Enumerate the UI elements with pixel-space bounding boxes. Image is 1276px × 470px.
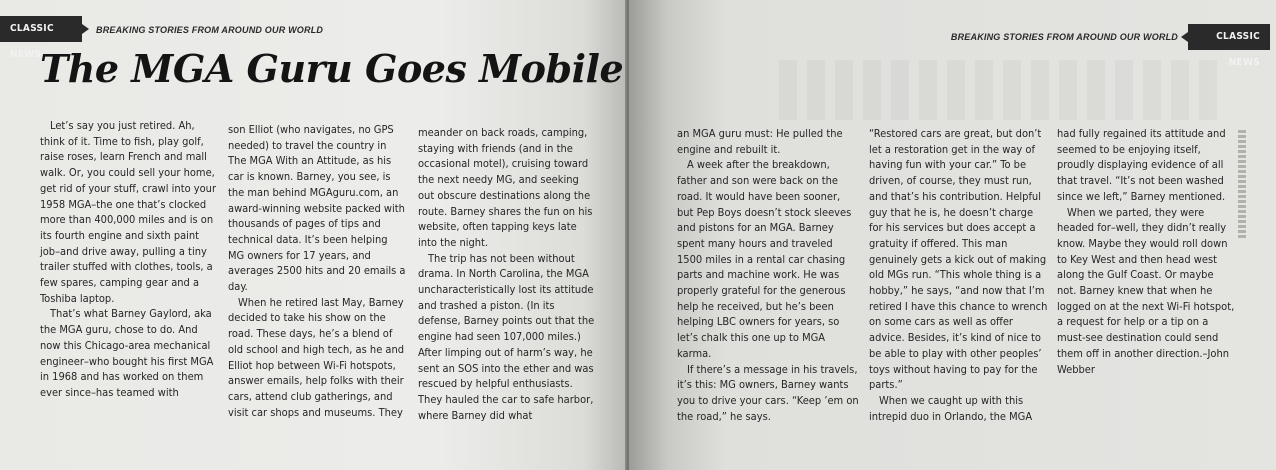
article-paragraph: Let’s say you just retired. Ah, think of it. Time to fish, play golf, raise roses, learn French and mall walk. Or, you could sell your home, get rid of your stuff, crawl into your 1958 MGA–the one that’s clocked more than 400,000 miles and is on its fourth engine and sixth paint job–and drive away, pulling a tiny trailer stuffed with clothes, tools, a few spares, camping gear and a Toshiba laptop. [40,119,217,305]
article-column-4 [677,126,859,424]
photo-credit-mark [1238,130,1246,240]
article-paragraph: When we parted, they were headed for–well, they didn’t really know. Maybe they would roll down to Key West and then head west along the Gulf Coast. Or maybe not. Barney knew that when he logged on at the next Wi-Fi hotspot, a request for help or a tip on a must-see destination could send them off in another direction.–John Webber [1057,205,1235,376]
section-tag: CLASSIC NEWS [1188,24,1270,50]
article-paragraph: When we caught up with this intrepid duo in Orlando, the MGA [869,393,1033,423]
article-column-1 [40,118,218,401]
article-column-6 [1057,126,1235,377]
article-paragraph: son Elliot (who navigates, no GPS needed) to travel the country in The MGA With an Attitude, as his car is known. Barney, you see, is the man behind MGAguru.com, an award-winning website packed with thousands of pages of tips and technical data. It’s been helping MG owners for 17 years, and averages 2500 hits and 20 emails a day. [228,123,406,294]
article-paragraph: A week after the breakdown, father and son were back on the road. It would have been sooner, but Pep Boys doesn’t stock sleeves and pistons for an MGA. Barney spent many hours and traveled 1500 miles in a rental car chasing parts and machine work. He was properly grateful for the generous help he received, but he’s been helping LBC owners for years, so let’s chalk this one up to MGA karma. [677,158,852,360]
article-column-2 [228,122,406,420]
section-kicker: BREAKING STORIES FROM AROUND OUR WORLD [96,25,324,35]
article-paragraph: had fully regained its attitude and seemed to be enjoying itself, proudly displaying evidence of all that travel. “It’s not been washed since we left,” Barney mentioned. [1057,127,1226,203]
article-paragraph: “Restored cars are great, but don’t let a restoration get in the way of having fun with your car.” To be driven, of course, they must run, and that’s his contribution. Helpful guy that he is, he doesn’t charge for his services but does accept a gratuity if offered. This man genuinely gets a kick out of making old MGs run. “This whole thing is a hobby,” he says, “and now that I’m retired I have this chance to wrench on some cars as well as offer advice. Besides, it’s kind of nice to be able to play with other peoples’ toys without having to pay for the parts.” [869,127,1048,392]
article-headline: The MGA Guru Goes Mobile [40,46,624,91]
article-paragraph: That’s what Barney Gaylord, aka the MGA guru, chose to do. And now this Chicago-area mechanical engineer–who bought his first MGA in 1968 and has worked on them ever since–has teamed with [40,307,214,399]
article-paragraph: meander on back roads, camping, staying with friends (and in the occasional motel), cruising toward the next needy MG, and seeking out obscure destinations along the route. Barney shares the fun on his website, often tapping keys late into the night. [418,126,593,249]
article-column-3 [418,125,596,423]
article-paragraph: When he retired last May, Barney decided to take his show on the road. These days, he’s a blend of old school and high tech, as he and Elliot hop between Wi-Fi hotspots, answer emails, help folks with their cars, attend club gatherings, and visit car shops and museums. They [228,295,405,419]
article-paragraph: an MGA guru must: He pulled the engine and rebuilt it. [677,127,843,156]
article-paragraph: If there’s a message in his travels, it’s this: MG owners, Barney wants you to drive your cars. “Keep ’em on the road,” he says. [677,362,859,423]
bleed-through-texture [779,60,1219,120]
article-paragraph: The trip has not been without drama. In North Carolina, the MGA uncharacteristically lost its attitude and trashed a piston. (In its defense, Barney points out that the engine had seen 107,000 miles.) After limping out of harm’s way, he sent an SOS into the ether and was rescued by helpful enthusiasts. They hauled the car to safe harbor, where Barney did what [418,251,595,422]
section-tag: CLASSIC NEWS [0,16,82,42]
section-kicker: BREAKING STORIES FROM AROUND OUR WORLD [950,32,1178,42]
right-page [629,0,1276,470]
article-column-5 [869,126,1049,424]
left-page [0,0,627,470]
